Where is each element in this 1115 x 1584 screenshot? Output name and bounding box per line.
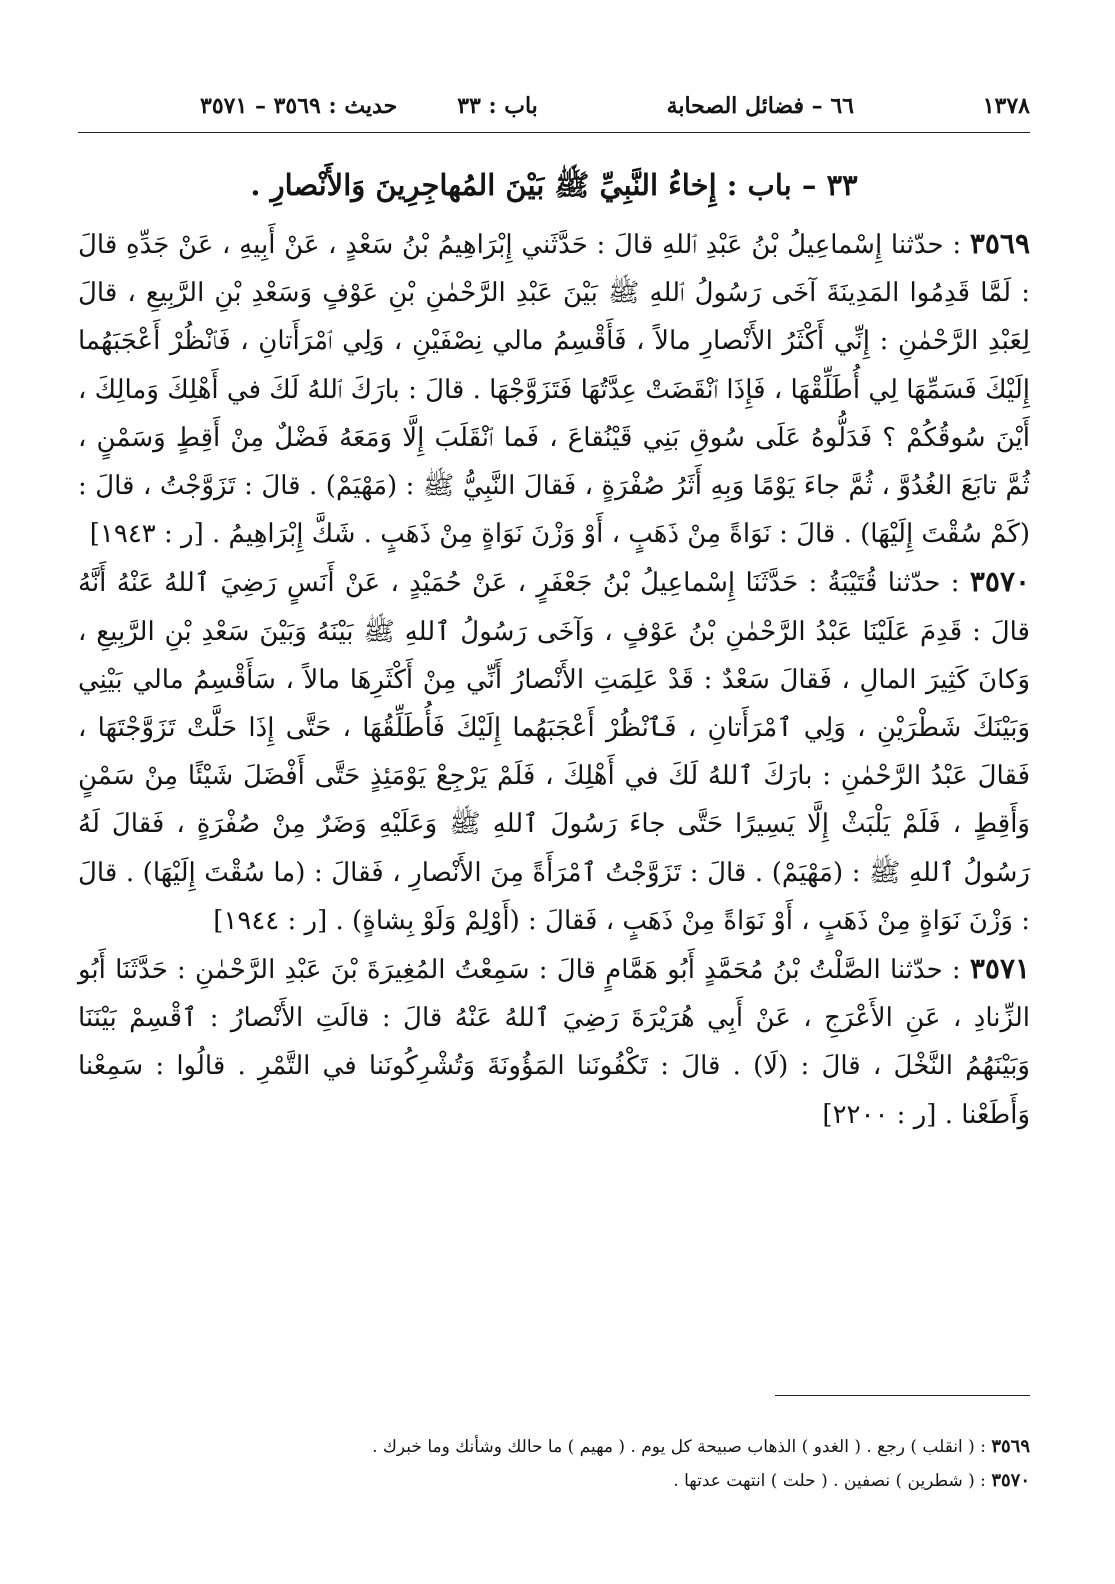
hadith-paragraph [78, 945, 1030, 1139]
chapter-ref: باب : ٣٣ [457, 93, 538, 119]
cross-reference: [ر : ١٩٤٤] [213, 905, 328, 936]
hadith-3569 [78, 220, 1030, 558]
hadith-paragraph [78, 220, 1030, 558]
footnote [200, 1430, 1030, 1464]
book-title: ٦٦ – فضائل الصحابة [666, 93, 854, 119]
hadith-3570 [78, 558, 1030, 945]
hadith-number: ٣٥٧٠ [969, 565, 1031, 599]
hadith-number: ٣٥٦٩ [969, 227, 1030, 260]
footnote-divider [775, 1395, 1030, 1396]
hadith-text: : حدّثنا الصَّلْتُ بْنُ مُحَمَّدٍ أَبُو هَمَّامٍ قالَ : سَمِعْتُ المُغِيرَةَ بْنَ عَبْدِ الرَّحْمٰنِ : حَدَّثَنَا أَبُو الزِّنادِ ، عَنِ الأَعْرَجِ ، عَنْ أَبِي هُرَيْرَةَ رَضِيَ ٱللهُ عَنْهُ قالَ : قالَتِ الأَنْصارُ : ٱقْسِمْ بَيْنَنَا وَبَيْنَهُمُ النَّخْلَ ، قالَ : (لَا) . قالَ : تَكْفُونَنا المَؤُونَةَ وَتُشْرِكُونَنا في التَّمْرِ . قالُوا : سَمِعْنا وَأَطَعْنا . [78, 955, 1030, 1130]
running-header-left [200, 93, 538, 119]
footnote [200, 1464, 1030, 1498]
hadith-range: حديث : ٣٥٦٩ – ٣٥٧١ [200, 93, 398, 119]
running-header [200, 88, 1030, 124]
footnote-text: : ( انقلب ) رجع . ( الغدو ) الذهاب صبيحة كل يوم . ( مهيم ) ما حالك وشأنك وما خبرك . [372, 1437, 986, 1457]
footnote-number: ٣٥٦٩ [991, 1436, 1030, 1457]
header-divider [78, 132, 1030, 133]
hadith-3571 [78, 945, 1030, 1139]
cross-reference: [ر : ٢٢٠٠] [822, 1099, 937, 1130]
hadith-paragraph [78, 558, 1030, 945]
hadith-text: : حدّثنا إِسْماعِيلُ بْنُ عَبْدِ ٱللهِ قالَ : حَدَّثَني إِبْرَاهِيمُ بْنُ سَعْدٍ ، عَنْ أَبِيهِ ، عَنْ جَدِّهِ قالَ : لَمَّا قَدِمُوا المَدِينَةَ آخَى رَسُولُ ٱللهِ ﷺ بَيْنَ عَبْدِ الرَّحْمٰنِ بْنِ عَوْفٍ وَسَعْدِ بْنِ الرَّبِيعِ ، قالَ لِعَبْدِ الرَّحْمٰنِ : إِنِّي أَكْثَرُ الأَنْصارِ مالاً ، فَأَقْسِمُ مالي نِصْفَيْنِ ، وَلِي ٱمْرَأَتانِ ، فَٱنْظُرْ أَعْجَبَهُما إِلَيْكَ فَسَمِّهَا لِي أُطَلِّقْهَا ، فَإِذَا ٱنْقَضَتْ عِدَّتُهَا فَتَزَوَّجْهَا . قالَ : بارَكَ ٱللهُ لَكَ في أَهْلِكَ وَمالِكَ ، أَيْنَ سُوقُكُمْ ؟ فَدَلُّوهُ عَلَى سُوقِ بَنِي قَيْنُقاعَ ، فَما ٱنْقَلَبَ إِلَّا وَمَعَهُ فَضْلٌ مِنْ أَقِطٍ وَسَمْنٍ ، ثُمَّ تابَعَ الغُدُوَّ ، ثُمَّ جاءَ يَوْمًا وَبِهِ أَثَرُ صُفْرَةٍ ، فَقالَ النَّبِيُّ ﷺ : (مَهْيَمْ) . قالَ : تَزَوَّجْتُ ، قالَ : (كَمْ سُقْتَ إِلَيْهَا) . قالَ : نَوَاةً مِنْ ذَهَبٍ ، أَوْ وَزْنَ نَوَاةٍ مِنْ ذَهَبٍ . شَكَّ إِبْرَاهِيمُ . [78, 230, 1030, 550]
chapter-title: ٣٣ – باب : إِخاءُ النَّبِيِّ ﷺ بَيْنَ المُهاجِرِينَ وَالأَنْصارِ . [250, 168, 858, 202]
cross-reference: [ر : ١٩٤٣] [89, 519, 204, 550]
footnotes [200, 1430, 1030, 1498]
hadith-body [78, 220, 1030, 1139]
hadith-text: : حدّثنا قُتَيْبَةُ : حَدَّثَنَا إِسْماعِيلُ بْنُ جَعْفَرٍ ، عَنْ حُمَيْدٍ ، عَنْ أَنَسٍ رَضِيَ ٱللهُ عَنْهُ أَنَّهُ قالَ : قَدِمَ عَلَيْنَا عَبْدُ الرَّحْمٰنِ بْنُ عَوْفٍ ، وَآخَى رَسُولُ ٱللهِ ﷺ بَيْنَهُ وَبَيْنَ سَعْدِ بْنِ الرَّبِيعِ ، وَكانَ كَثِيرَ المالِ ، فَقالَ سَعْدٌ : قَدْ عَلِمَتِ الأَنْصارُ أَنِّي مِنْ أَكْثَرِهَا مالاً ، سَأَقْسِمُ مالي بَيْنِي وَبَيْنَكَ شَطْرَيْنِ ، وَلِي ٱمْرَأَتانِ ، فَٱنْظُرْ أَعْجَبَهُما إِلَيْكَ فَأُطَلِّقُهَا ، حَتَّى إِذَا حَلَّتْ تَزَوَّجْتَهَا ، فَقالَ عَبْدُ الرَّحْمٰنِ : بارَكَ ٱللهُ لَكَ في أَهْلِكَ ، فَلَمْ يَرْجِعْ يَوْمَئِذٍ حَتَّى أَفْضَلَ شَيْئًا مِنْ سَمْنٍ وَأَقِطٍ ، فَلَمْ يَلْبَثْ إِلَّا يَسِيرًا حَتَّى جاءَ رَسُولَ ٱللهِ ﷺ وَعَلَيْهِ وَضَرٌ مِنْ صُفْرَةٍ ، فَقالَ لَهُ رَسُولُ ٱللهِ ﷺ : (مَهْيَمْ) . قالَ : تَزَوَّجْتُ ٱمْرَأَةً مِنَ الأَنْصارِ ، فَقالَ : (ما سُقْتَ إِلَيْهَا) . قالَ : وَزْنَ نَوَاةٍ مِنْ ذَهَبٍ ، أَوْ نَوَاةً مِنْ ذَهَبٍ ، فَقالَ : (أَوْلِمْ وَلَوْ بِشاةٍ) . [78, 568, 1030, 936]
footnote-number: ٣٥٧٠ [991, 1470, 1030, 1491]
footnote-text: : ( شطرين ) نصفين . ( حلت ) انتهت عدتها . [673, 1471, 986, 1491]
page-number: ١٣٧٨ [982, 93, 1030, 119]
hadith-number: ٣٥٧١ [969, 952, 1031, 986]
